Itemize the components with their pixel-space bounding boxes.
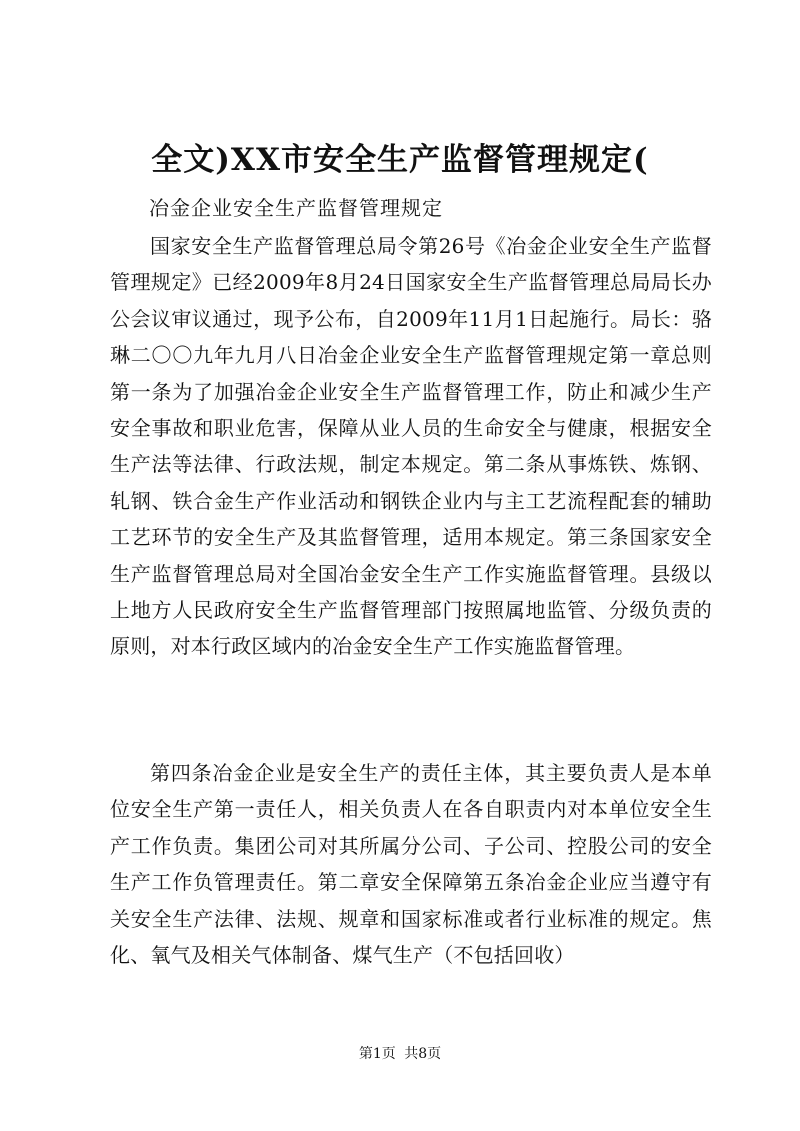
- page-footer: [0, 1044, 800, 1064]
- paragraph-1: 国家安全生产监督管理总局令第26号《冶金企业安全生产监督管理规定》已经2009年8月24日国家安全生产监督管理总局局长办公会议审议通过，现予公布，自2009年11月1日起施行。局长：骆琳二〇〇九年九月八日冶金企业安全生产监督管理规定第一章总则第一条为了加强冶金企业安全生产监督管理工作，防止和减少生产安全事故和职业危害，保障从业人员的生命安全与健康，根据安全生产法等法律、行政法规，制定本规定。第二条从事炼铁、炼钢、轧钢、铁合金生产作业活动和钢铁企业内与主工艺流程配套的辅助工艺环节的安全生产及其监督管理，适用本规定。第三条国家安全生产监督管理总局对全国冶金安全生产工作实施监督管理。县级以上地方人民政府安全生产监督管理部门按照属地监管、分级负责的原则，对本行政区域内的冶金安全生产工作实施监督管理。: [110, 234, 712, 659]
- document-title: 全文)XX市安全生产监督管理规定(: [151, 142, 649, 178]
- page-number: 第1页: [358, 1046, 396, 1062]
- page-total: 共8页: [404, 1046, 442, 1062]
- document-subtitle: 冶金企业安全生产监督管理规定: [149, 196, 443, 220]
- paragraph-2: 第四条冶金企业是安全生产的责任主体，其主要负责人是本单位安全生产第一责任人，相关负责人在各自职责内对本单位安全生产工作负责。集团公司对其所属分公司、子公司、控股公司的安全生产工作负管理责任。第二章安全保障第五条冶金企业应当遵守有关安全生产法律、法规、规章和国家标准或者行业标准的规定。焦化、氧气及相关气体制备、煤气生产（不包括回收）: [110, 761, 712, 968]
